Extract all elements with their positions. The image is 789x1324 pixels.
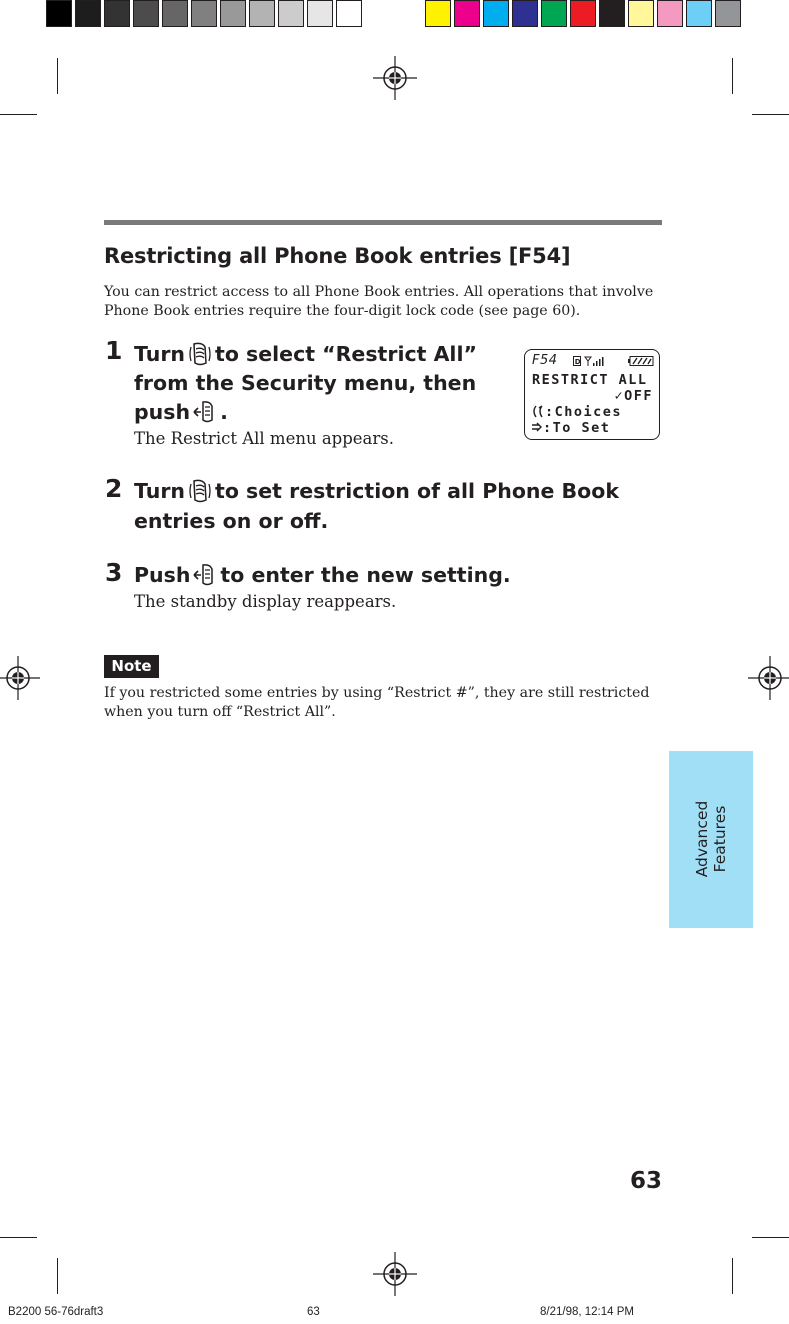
section-tab-line-1: Advanced bbox=[693, 800, 711, 878]
color-swatch bbox=[686, 0, 712, 27]
lcd-code: F54 bbox=[532, 353, 558, 368]
color-swatch bbox=[570, 0, 596, 27]
step-1-line-2: from the Security menu, then bbox=[134, 371, 477, 395]
color-swatch bbox=[512, 0, 538, 27]
jog-dial-push-icon bbox=[193, 399, 217, 425]
lcd-dial-icon bbox=[531, 405, 545, 418]
signal-icon bbox=[573, 355, 617, 367]
step-3-text: to enter the new setting. bbox=[220, 563, 511, 587]
color-swatch bbox=[599, 0, 625, 27]
registration-mark-top bbox=[373, 56, 417, 100]
color-swatch bbox=[541, 0, 567, 27]
gray-swatch bbox=[46, 0, 72, 27]
gray-swatch bbox=[75, 0, 101, 27]
section-intro: You can restrict access to all Phone Book entries. All operations that involve Phone Book entries require the four-digit lock code (see page 60). bbox=[104, 284, 654, 319]
note-label: Note bbox=[104, 655, 159, 678]
battery-icon bbox=[628, 356, 654, 366]
lcd-arrow-icon bbox=[531, 421, 543, 434]
section-tab-label bbox=[693, 801, 729, 878]
lcd-row-choices bbox=[531, 404, 622, 420]
step-3-line-1 bbox=[134, 561, 511, 590]
lcd-display bbox=[524, 349, 660, 440]
step-1-text: to select “Restrict All” bbox=[215, 342, 477, 366]
registration-mark-bottom bbox=[373, 1252, 417, 1296]
jog-dial-turn-icon bbox=[188, 478, 212, 504]
step-3-note: The standby display reappears. bbox=[134, 592, 397, 611]
gray-swatch bbox=[249, 0, 275, 27]
color-swatch bbox=[483, 0, 509, 27]
color-swatch bbox=[425, 0, 451, 27]
gray-swatch bbox=[191, 0, 217, 27]
gray-swatch bbox=[336, 0, 362, 27]
footer-date: 8/21/98, 12:14 PM bbox=[540, 1306, 634, 1318]
step-3-number: 3 bbox=[105, 558, 123, 587]
page-number: 63 bbox=[629, 1168, 662, 1194]
step-2-text: to set restriction of all Phone Book bbox=[215, 479, 619, 503]
lcd-choices-text: :Choices bbox=[545, 404, 623, 420]
section-tab bbox=[669, 751, 753, 928]
gray-swatch bbox=[104, 0, 130, 27]
lcd-row-menu: RESTRICT ALL bbox=[532, 372, 648, 388]
gray-swatch bbox=[133, 0, 159, 27]
lcd-row-value: ✓OFF bbox=[614, 388, 653, 404]
svg-text:D: D bbox=[574, 358, 583, 366]
step-3-verb: Push bbox=[134, 563, 191, 587]
step-2-number: 2 bbox=[105, 474, 123, 503]
gray-swatch bbox=[307, 0, 333, 27]
color-swatch bbox=[454, 0, 480, 27]
step-1-period: . bbox=[220, 400, 228, 424]
registration-mark-right bbox=[748, 656, 789, 700]
jog-dial-turn-icon bbox=[188, 341, 212, 367]
section-tab-line-2: Features bbox=[711, 805, 729, 873]
color-swatch bbox=[657, 0, 683, 27]
step-1-verb: Turn bbox=[134, 342, 186, 366]
color-swatch bbox=[628, 0, 654, 27]
step-2-line-2: entries on or off. bbox=[134, 509, 329, 533]
footer-file: B2200 56-76draft3 bbox=[8, 1306, 104, 1318]
step-2-verb: Turn bbox=[134, 479, 186, 503]
gray-swatch bbox=[220, 0, 246, 27]
step-1-line-1 bbox=[134, 340, 477, 369]
jog-dial-push-icon bbox=[193, 562, 217, 588]
step-1-note: The Restrict All menu appears. bbox=[134, 429, 394, 448]
color-swatch bbox=[715, 0, 741, 27]
step-2-line-1 bbox=[134, 477, 619, 506]
section-rule bbox=[104, 220, 662, 225]
gray-swatch bbox=[162, 0, 188, 27]
lcd-row-set bbox=[531, 420, 610, 436]
gray-swatch bbox=[278, 0, 304, 27]
step-1-line-3 bbox=[134, 398, 228, 427]
footer-page: 63 bbox=[307, 1306, 320, 1318]
step-1-number: 1 bbox=[105, 336, 123, 365]
note-text: If you restricted some entries by using “Restrict #”, they are still restricted when you turn off “Restrict All”. bbox=[104, 685, 650, 720]
step-1-push: push bbox=[134, 400, 191, 424]
registration-mark-left bbox=[0, 656, 40, 700]
section-title: Restricting all Phone Book entries [F54] bbox=[104, 244, 571, 268]
lcd-set-text: :To Set bbox=[543, 420, 611, 436]
